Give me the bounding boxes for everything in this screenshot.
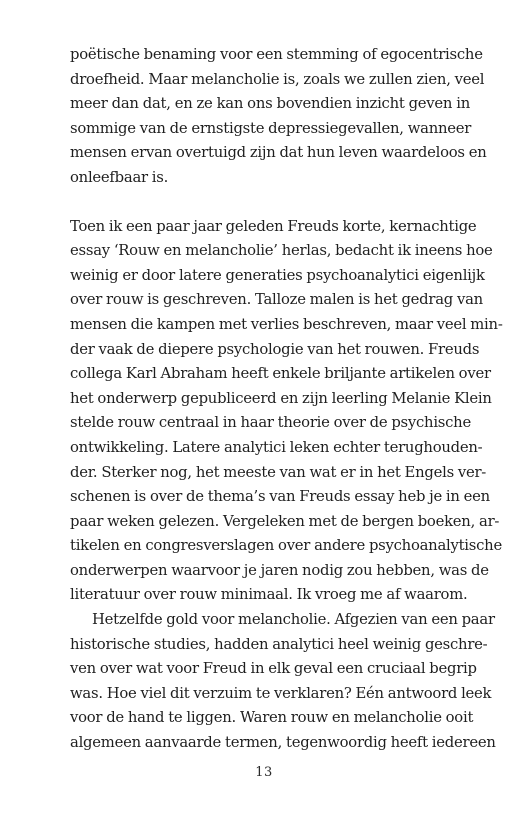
text-line: droefheid. Maar melancholie is, zoals we zullen zien, veel (70, 70, 485, 88)
text-line: sommige van de ernstigste depressiegevallen, wanneer (70, 119, 472, 137)
text-line: mensen ervan overtuigd zijn dat hun leven waardeloos en (70, 144, 487, 162)
text-line: meer dan dat, en ze kan ons bovendien inzicht geven in (70, 95, 470, 113)
text-line: Hetzelfde gold voor melancholie. Afgezien van een paar (92, 611, 495, 629)
paragraph (70, 43, 487, 191)
text-line: algemeen aanvaarde termen, tegenwoordig heeft iedereen (70, 734, 496, 752)
paragraph (70, 215, 503, 609)
paragraph (70, 608, 496, 756)
text-line: der vaak de diepere psychologie van het rouwen. Freuds (70, 340, 480, 358)
text-line: ven over wat voor Freud in elk geval een cruciaal begrip (70, 660, 477, 678)
text-line: der. Sterker nog, het meeste van wat er in het Engels ver- (70, 463, 487, 481)
text-line: stelde rouw centraal in haar theorie over de psychische (70, 414, 471, 432)
text-line: tikelen en congresverslagen over andere psychoanalytische (70, 537, 502, 555)
text-line: collega Karl Abraham heeft enkele briljante artikelen over (70, 365, 491, 383)
text-line: ontwikkeling. Latere analytici leken echter terughouden- (70, 438, 483, 456)
text-line: literatuur over rouw minimaal. Ik vroeg me af waarom. (70, 586, 468, 604)
text-line: was. Hoe viel dit verzuim te verklaren? Eén antwoord leek (70, 684, 492, 702)
page-body (70, 43, 503, 756)
page-number: 13 (255, 765, 273, 780)
text-line: Toen ik een paar jaar geleden Freuds korte, kernachtige (70, 217, 477, 235)
text-line: weinig er door latere generaties psychoanalytici eigenlijk (70, 266, 485, 284)
section-break (70, 191, 470, 215)
text-line: historische studies, hadden analytici heel weinig geschre- (70, 635, 488, 653)
text-line: schenen is over de thema’s van Freuds essay heb je in een (70, 488, 490, 506)
text-line: mensen die kampen met verlies beschreven, maar veel min- (70, 315, 503, 333)
text-line: onleefbaar is. (70, 168, 169, 186)
text-line: het onderwerp gepubliceerd en zijn leerling Melanie Klein (70, 389, 492, 407)
text-line: onderwerpen waarvoor je jaren nodig zou hebben, was de (70, 561, 489, 579)
text-line: voor de hand te liggen. Waren rouw en melancholie ooit (70, 709, 474, 727)
text-line: essay ‘Rouw en melancholie’ herlas, bedacht ik ineens hoe (70, 242, 493, 260)
text-line: paar weken gelezen. Vergeleken met de bergen boeken, ar- (70, 512, 500, 530)
text-line: poëtische benaming voor een stemming of egocentrische (70, 46, 483, 63)
text-line: over rouw is geschreven. Talloze malen is het gedrag van (70, 291, 483, 309)
